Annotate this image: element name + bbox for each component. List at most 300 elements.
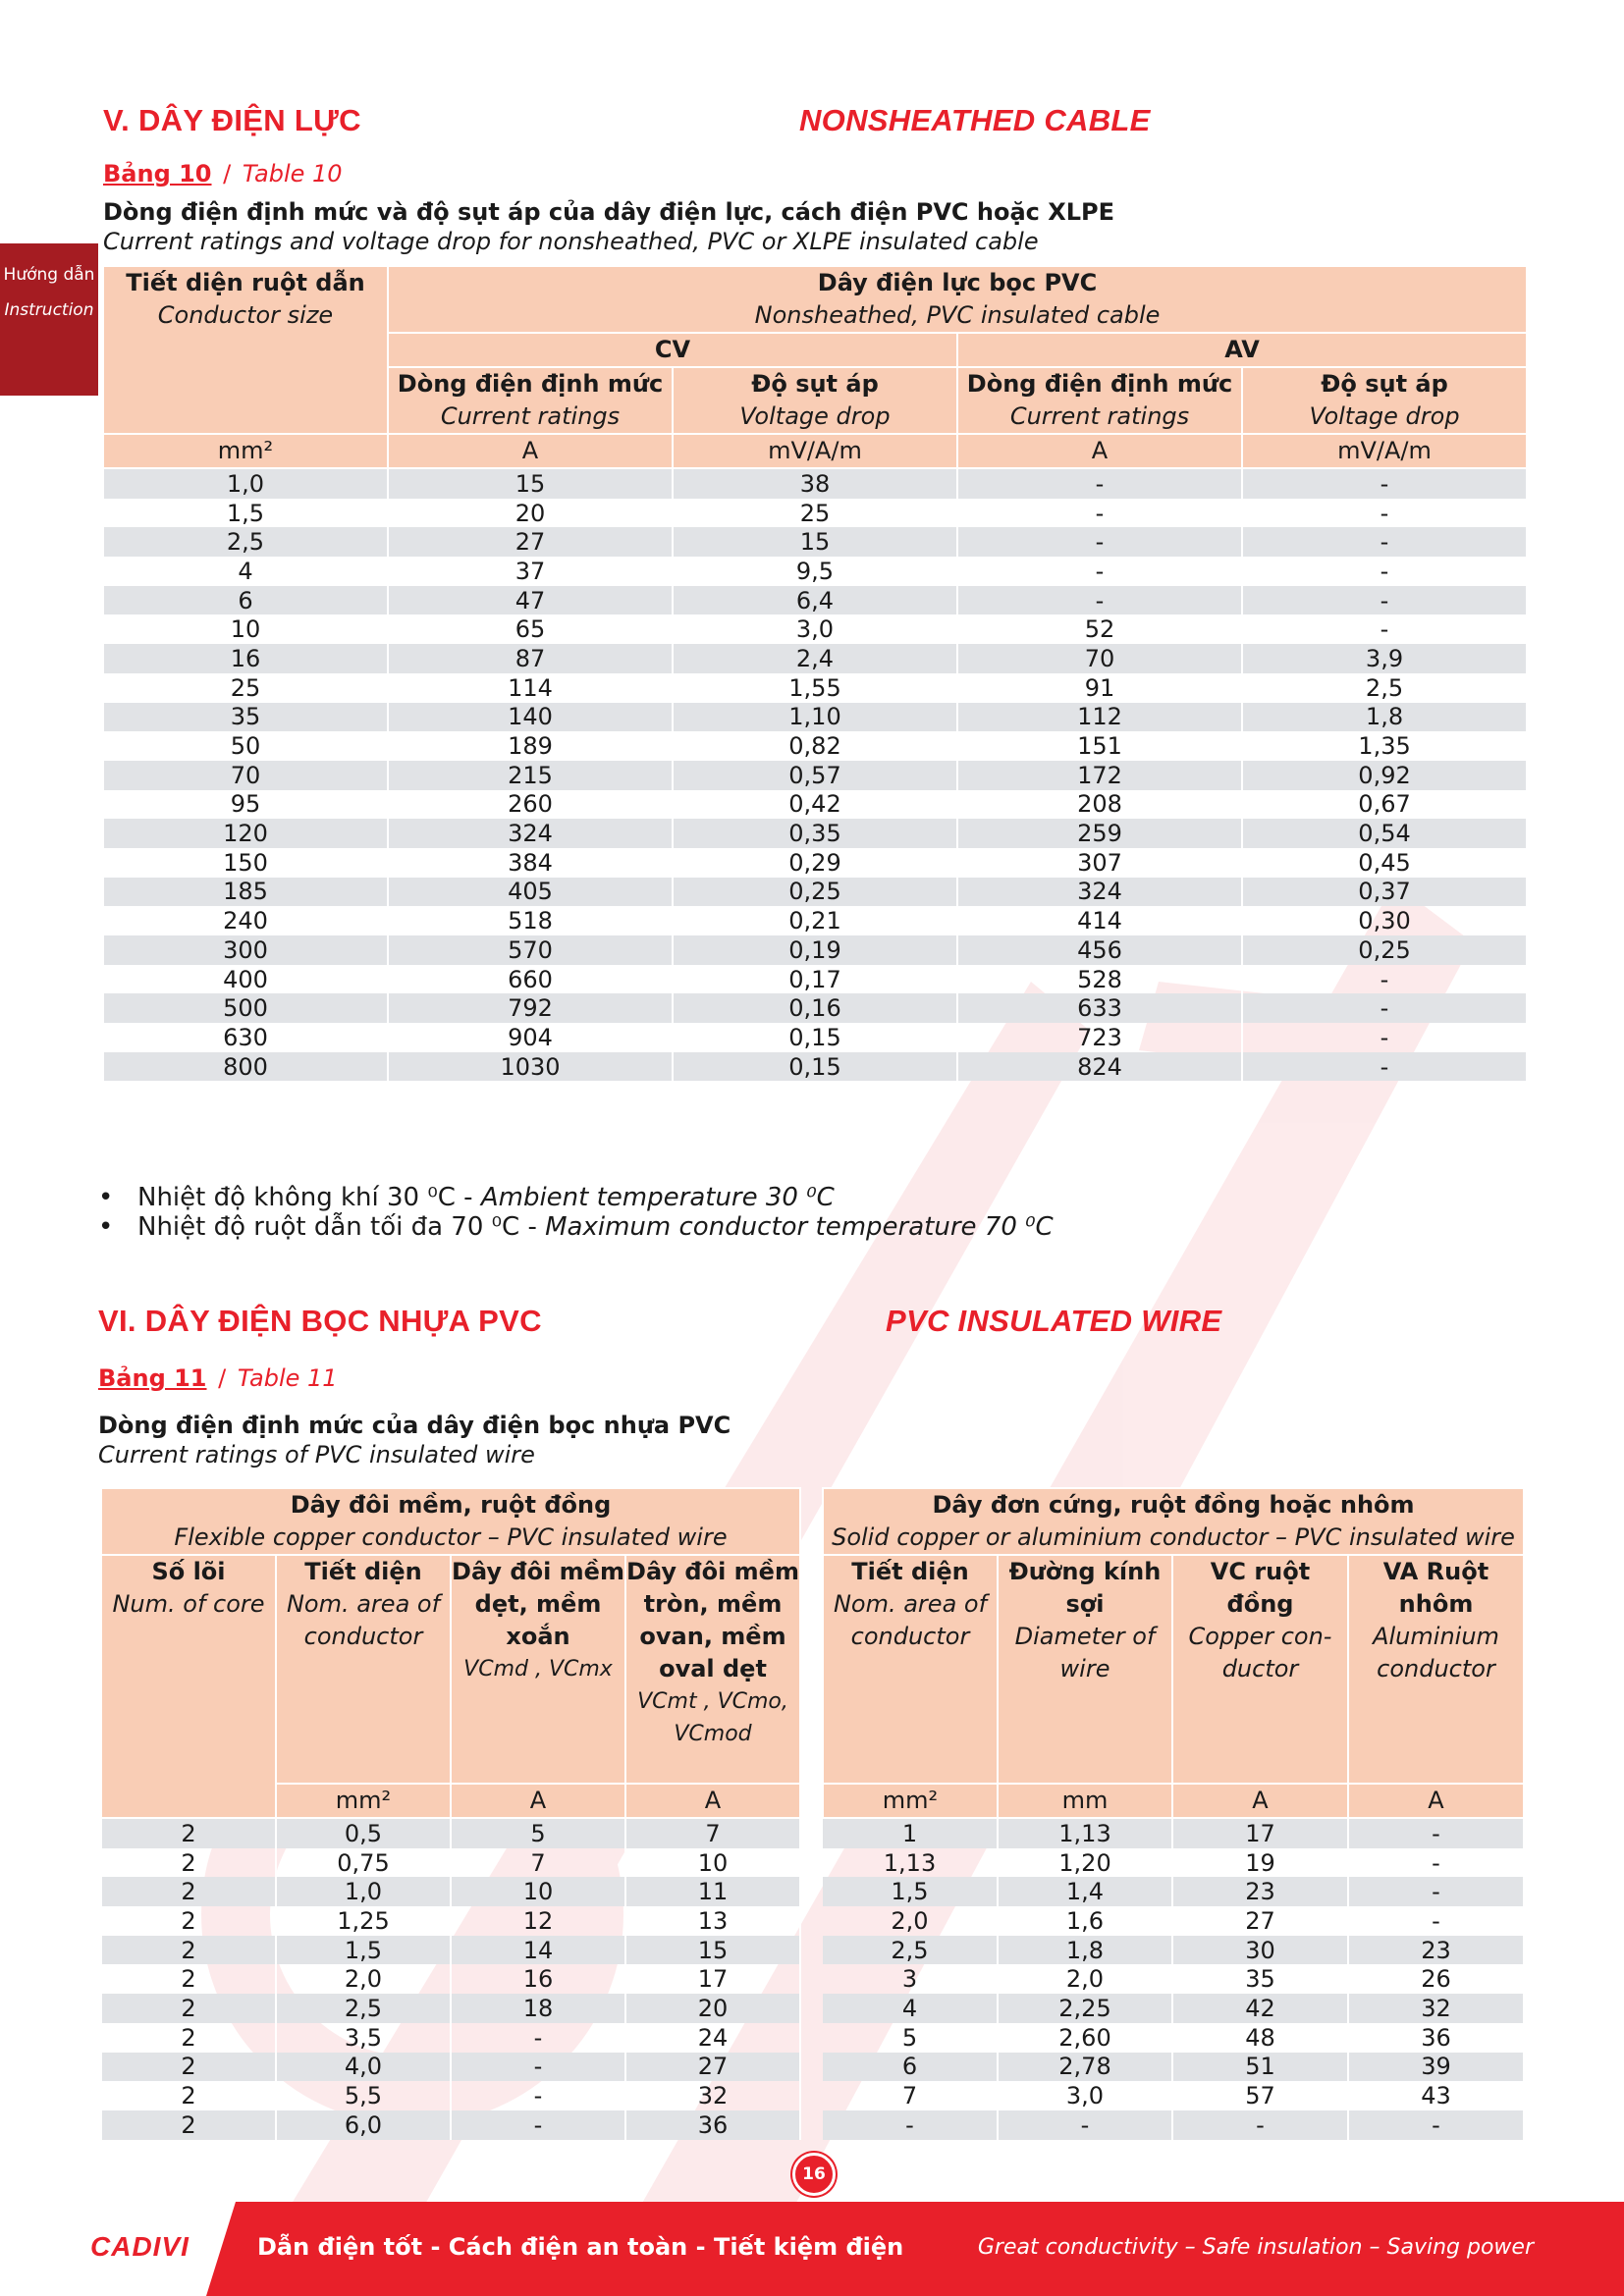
t11b-cell: 39 xyxy=(1348,2053,1524,2082)
table-row xyxy=(823,1906,1524,1936)
t11a-unit: A xyxy=(451,1784,625,1818)
table-row xyxy=(823,1936,1524,1965)
table11-label-en: Table 11 xyxy=(237,1364,338,1392)
note-vn: Nhiệt độ ruột dẫn tối đa 70 ⁰C - xyxy=(137,1212,546,1242)
table-row xyxy=(823,1994,1524,2023)
t11a-cell: - xyxy=(451,2053,625,2082)
t11b-cell: 3,0 xyxy=(998,2081,1172,2110)
side-tab-label-en: Instruction xyxy=(4,300,94,320)
t10-cell: 0,42 xyxy=(673,790,957,820)
t10-cell: 0,35 xyxy=(673,819,957,848)
t11a-cell: 27 xyxy=(625,2053,800,2082)
t10-cell: 172 xyxy=(957,761,1242,790)
t10-cell: 10 xyxy=(103,614,388,644)
t10-head-cv-rating xyxy=(388,367,673,434)
t10-head-drop-vn: Độ sụt áp xyxy=(1321,370,1448,398)
t10-cell: 660 xyxy=(388,965,673,994)
t11b-cell: 19 xyxy=(1172,1848,1348,1878)
t10-cell: 3,9 xyxy=(1242,644,1527,673)
t10-cell: 0,25 xyxy=(1242,935,1527,965)
t11a-cell: 16 xyxy=(451,1964,625,1994)
t11b-cell: 1,4 xyxy=(998,1877,1172,1906)
t10-cell: 120 xyxy=(103,819,388,848)
note-item xyxy=(98,1183,1054,1212)
table-row xyxy=(823,1964,1524,1994)
t10-cell: 0,16 xyxy=(673,993,957,1023)
t11b-unit: mm xyxy=(998,1784,1172,1818)
note-en: Maximum conductor temperature 70 ⁰C xyxy=(545,1212,1054,1242)
t10-cell: 0,37 xyxy=(1242,878,1527,907)
t10-cell: - xyxy=(1242,586,1527,615)
t11b-cell: 5 xyxy=(823,2023,998,2053)
t11b-cell: 30 xyxy=(1172,1936,1348,1965)
t10-head-rating-en: Current ratings xyxy=(1009,402,1190,430)
t10-cell: 189 xyxy=(388,731,673,761)
t11a-cell: 32 xyxy=(625,2081,800,2110)
t10-cell: 15 xyxy=(388,468,673,499)
t10-cell: 38 xyxy=(673,468,957,499)
t10-cell: 208 xyxy=(957,790,1242,820)
t10-cell: 324 xyxy=(957,878,1242,907)
t11a-cell: 3,5 xyxy=(276,2023,451,2053)
t10-cell: 20 xyxy=(388,499,673,528)
t11a-flat-en: VCmd , VCmx xyxy=(463,1657,613,1682)
t11b-cell: 27 xyxy=(1172,1906,1348,1936)
t11a-cell: 36 xyxy=(625,2110,800,2140)
t10-head-drop-en: Voltage drop xyxy=(1309,402,1460,430)
table-row xyxy=(823,1877,1524,1906)
t10-cell: 0,25 xyxy=(673,878,957,907)
table-row xyxy=(823,2081,1524,2110)
t11a-cell: 11 xyxy=(625,1877,800,1906)
t11b-cell: 48 xyxy=(1172,2023,1348,2053)
t11a-area-en: Nom. area of conductor xyxy=(286,1590,441,1650)
t10-cell: 6,4 xyxy=(673,586,957,615)
t10-unit: mV/A/m xyxy=(1242,434,1527,468)
t11a-cell: 0,5 xyxy=(276,1818,451,1848)
table-row xyxy=(823,1848,1524,1878)
table-row xyxy=(101,1964,800,1994)
t11a-core-en: Num. of core xyxy=(112,1590,265,1618)
t10-cell: 1,10 xyxy=(673,703,957,732)
t10-cell: 570 xyxy=(388,935,673,965)
t11a-cell: 5,5 xyxy=(276,2081,451,2110)
t11b-head-va xyxy=(1348,1555,1524,1784)
table-row xyxy=(103,790,1527,820)
t10-cell: 414 xyxy=(957,906,1242,935)
t10-cell: 2,4 xyxy=(673,644,957,673)
t10-cell: 2,5 xyxy=(1242,673,1527,703)
note-vn: Nhiệt độ không khí 30 ⁰C - xyxy=(137,1183,481,1212)
t11b-cell: 1,6 xyxy=(998,1906,1172,1936)
t11a-cell: 12 xyxy=(451,1906,625,1936)
page-number: 16 xyxy=(792,2153,836,2196)
table-row xyxy=(101,2081,800,2110)
t11b-cell: - xyxy=(1348,1906,1524,1936)
section6-title-en: PVC INSULATED WIRE xyxy=(886,1304,1222,1338)
t11b-area-vn: Tiết diện xyxy=(851,1558,969,1585)
table-row xyxy=(103,499,1527,528)
t10-cell: 0,54 xyxy=(1242,819,1527,848)
t11a-head-area xyxy=(276,1555,451,1784)
table-row xyxy=(823,2110,1524,2140)
t10-head-rating-en: Current ratings xyxy=(440,402,621,430)
t11b-cell: 42 xyxy=(1172,1994,1348,2023)
t10-head-group-en: Nonsheathed, PVC insulated cable xyxy=(754,301,1161,329)
t10-cell: 35 xyxy=(103,703,388,732)
table10-caption-en: Current ratings and voltage drop for nonsheathed, PVC or XLPE insulated cable xyxy=(103,228,1039,255)
t11a-cell: 2,0 xyxy=(276,1964,451,1994)
t10-cell: - xyxy=(1242,965,1527,994)
t11b-cell: 7 xyxy=(823,2081,998,2110)
t10-cell: - xyxy=(1242,1052,1527,1082)
t11a-cell: 1,0 xyxy=(276,1877,451,1906)
section5-title-en: NONSHEATHED CABLE xyxy=(799,103,1151,137)
table-row xyxy=(103,993,1527,1023)
t10-cell: 792 xyxy=(388,993,673,1023)
t10-cell: 95 xyxy=(103,790,388,820)
table-row xyxy=(103,878,1527,907)
t10-cell: 300 xyxy=(103,935,388,965)
t10-head-cv-label: CV xyxy=(654,336,691,363)
t11b-cell: 6 xyxy=(823,2053,998,2082)
table-row xyxy=(101,1848,800,1878)
table-row xyxy=(103,848,1527,878)
table-row xyxy=(823,2023,1524,2053)
t11b-head-area xyxy=(823,1555,998,1784)
t11b-cell: 17 xyxy=(1172,1818,1348,1848)
t10-head-conductor-en: Conductor size xyxy=(157,301,334,329)
t10-cell: 500 xyxy=(103,993,388,1023)
t10-cell: 2,5 xyxy=(103,527,388,557)
table-row xyxy=(103,527,1527,557)
t11b-cell: 26 xyxy=(1348,1964,1524,1994)
t11b-head-dia xyxy=(998,1555,1172,1784)
t11a-cell: 20 xyxy=(625,1994,800,2023)
t11b-cell: 1 xyxy=(823,1818,998,1848)
t11b-cell: 1,8 xyxy=(998,1936,1172,1965)
t11b-va-en: Aluminium conductor xyxy=(1373,1623,1499,1682)
t10-cell: - xyxy=(1242,527,1527,557)
slogan-vn: Dẫn điện tốt - Cách điện an toàn - Tiết kiệm điện xyxy=(257,2233,904,2261)
t10-head-group-vn: Dây điện lực bọc PVC xyxy=(817,269,1098,296)
t11b-cell: 1,13 xyxy=(823,1848,998,1878)
t10-cell: 400 xyxy=(103,965,388,994)
t10-head-rating-vn: Dòng điện định mức xyxy=(397,370,664,398)
t11a-cell: 1,5 xyxy=(276,1936,451,1965)
t10-cell: 259 xyxy=(957,819,1242,848)
t10-cell: 9,5 xyxy=(673,557,957,586)
t10-cell: 150 xyxy=(103,848,388,878)
t10-head-av-drop xyxy=(1242,367,1527,434)
t11b-cell: 51 xyxy=(1172,2053,1348,2082)
t11b-cell: 23 xyxy=(1348,1936,1524,1965)
notes-list xyxy=(98,1183,1054,1242)
t10-head-rating-vn: Dòng điện định mức xyxy=(966,370,1233,398)
t10-cell: 65 xyxy=(388,614,673,644)
t10-cell: 91 xyxy=(957,673,1242,703)
t10-cell: 0,17 xyxy=(673,965,957,994)
t11b-va-vn: VA Ruột nhôm xyxy=(1382,1558,1489,1618)
t10-cell: 1030 xyxy=(388,1052,673,1082)
t10-cell: 1,5 xyxy=(103,499,388,528)
t11a-cell: 14 xyxy=(451,1936,625,1965)
t11b-cell: - xyxy=(823,2110,998,2140)
t10-cell: - xyxy=(1242,614,1527,644)
table11-label-vn: Bảng 11 xyxy=(98,1364,207,1392)
section5-title-vn: V. DÂY ĐIỆN LỰC xyxy=(103,103,361,137)
t11a-group-vn: Dây đôi mềm, ruột đồng xyxy=(290,1491,612,1519)
t11a-cell: 2 xyxy=(101,2110,276,2140)
t11b-cell: - xyxy=(1348,1848,1524,1878)
t11a-cell: 2 xyxy=(101,1964,276,1994)
t11b-cell: 36 xyxy=(1348,2023,1524,2053)
t11a-cell: 7 xyxy=(451,1848,625,1878)
t11a-cell: 7 xyxy=(625,1818,800,1848)
table-row xyxy=(103,906,1527,935)
t10-cell: - xyxy=(957,499,1242,528)
table10-label-sep: / xyxy=(223,160,232,187)
table-row xyxy=(101,2110,800,2140)
table-row xyxy=(103,761,1527,790)
t10-cell: 518 xyxy=(388,906,673,935)
t10-cell: 25 xyxy=(103,673,388,703)
t11b-cell: 32 xyxy=(1348,1994,1524,2023)
t11b-group-vn: Dây đơn cứng, ruột đồng hoặc nhôm xyxy=(932,1491,1415,1519)
t11a-cell: 2 xyxy=(101,1936,276,1965)
t11a-cell: 24 xyxy=(625,2023,800,2053)
t11b-cell: 2,78 xyxy=(998,2053,1172,2082)
t11b-cell: 2,0 xyxy=(998,1964,1172,1994)
t10-cell: 15 xyxy=(673,527,957,557)
table10-label-vn: Bảng 10 xyxy=(103,160,212,187)
t10-cell: 384 xyxy=(388,848,673,878)
t11b-cell: - xyxy=(1348,1877,1524,1906)
t11a-cell: - xyxy=(451,2081,625,2110)
t11b-cell: 3 xyxy=(823,1964,998,1994)
table-row xyxy=(103,468,1527,499)
t11a-cell: 2 xyxy=(101,1818,276,1848)
t10-head-group xyxy=(388,266,1527,333)
t10-cell: 0,45 xyxy=(1242,848,1527,878)
t11b-cell: 2,25 xyxy=(998,1994,1172,2023)
t11a-cell: 2 xyxy=(101,2023,276,2053)
t11a-cell: - xyxy=(451,2110,625,2140)
table-row xyxy=(103,935,1527,965)
table-row xyxy=(103,1023,1527,1052)
t11a-cell: 5 xyxy=(451,1818,625,1848)
t10-cell: 405 xyxy=(388,878,673,907)
table-row xyxy=(101,1994,800,2023)
t11a-head-flat xyxy=(451,1555,625,1784)
t11a-cell: 6,0 xyxy=(276,2110,451,2140)
t10-cell: 1,55 xyxy=(673,673,957,703)
t10-head-cv-drop xyxy=(673,367,957,434)
t11a-cell: 13 xyxy=(625,1906,800,1936)
table-row xyxy=(103,614,1527,644)
t10-cell: 215 xyxy=(388,761,673,790)
t10-unit: A xyxy=(388,434,673,468)
table-row xyxy=(823,2053,1524,2082)
t11a-cell: 2 xyxy=(101,2081,276,2110)
t10-cell: - xyxy=(1242,468,1527,499)
t10-cell: 0,82 xyxy=(673,731,957,761)
t10-cell: 307 xyxy=(957,848,1242,878)
t10-cell: 16 xyxy=(103,644,388,673)
t10-cell: 1,0 xyxy=(103,468,388,499)
t11b-vc-vn: VC ruột đồng xyxy=(1210,1558,1311,1618)
slogan-en: Great conductivity – Safe insulation – Saving power xyxy=(977,2235,1534,2260)
t10-cell: 70 xyxy=(103,761,388,790)
table-row xyxy=(823,1818,1524,1848)
t10-head-av-label: AV xyxy=(1224,336,1260,363)
table10-body xyxy=(103,468,1527,1081)
t10-cell: 528 xyxy=(957,965,1242,994)
t11a-head-round xyxy=(625,1555,800,1784)
t10-cell: 1,35 xyxy=(1242,731,1527,761)
t10-head-drop-en: Voltage drop xyxy=(739,402,891,430)
t10-cell: 140 xyxy=(388,703,673,732)
t11b-cell: - xyxy=(998,2110,1172,2140)
table10-label-en: Table 10 xyxy=(242,160,343,187)
table10-caption-vn: Dòng điện định mức và độ sụt áp của dây điện lực, cách điện PVC hoặc XLPE xyxy=(103,198,1115,226)
t11a-unit: mm² xyxy=(276,1784,451,1818)
t10-cell: - xyxy=(957,527,1242,557)
t10-cell: 151 xyxy=(957,731,1242,761)
t10-cell: 0,15 xyxy=(673,1023,957,1052)
t11b-unit: mm² xyxy=(823,1784,998,1818)
t10-cell: 1,8 xyxy=(1242,703,1527,732)
t10-cell: 240 xyxy=(103,906,388,935)
t10-cell: 0,30 xyxy=(1242,906,1527,935)
t11b-cell: - xyxy=(1172,2110,1348,2140)
t10-cell: 723 xyxy=(957,1023,1242,1052)
t10-cell: 70 xyxy=(957,644,1242,673)
t11a-cell: 2 xyxy=(101,1848,276,1878)
t11b-cell: 23 xyxy=(1172,1877,1348,1906)
t10-cell: 630 xyxy=(103,1023,388,1052)
t10-head-conductor xyxy=(103,266,388,434)
t10-cell: - xyxy=(1242,993,1527,1023)
side-tab-instruction[interactable] xyxy=(0,243,98,396)
t10-unit: A xyxy=(957,434,1242,468)
t11a-cell: 15 xyxy=(625,1936,800,1965)
t11a-head-core xyxy=(101,1555,276,1818)
t11b-cell: 1,20 xyxy=(998,1848,1172,1878)
footer xyxy=(0,2202,1624,2296)
t10-cell: 112 xyxy=(957,703,1242,732)
note-item xyxy=(98,1212,1054,1242)
t10-cell: 6 xyxy=(103,586,388,615)
t10-cell: - xyxy=(1242,499,1527,528)
table11-label xyxy=(98,1364,338,1392)
t11b-dia-en: Diameter of wire xyxy=(1014,1623,1156,1682)
t11b-cell: 4 xyxy=(823,1994,998,2023)
table-row xyxy=(103,644,1527,673)
t10-cell: 260 xyxy=(388,790,673,820)
t11a-cell: 1,25 xyxy=(276,1906,451,1936)
t11a-cell: 2 xyxy=(101,1994,276,2023)
t10-head-conductor-vn: Tiết diện ruột dẫn xyxy=(126,269,365,296)
table-row xyxy=(103,965,1527,994)
table11-solid xyxy=(822,1487,1525,2140)
table11-caption-en: Current ratings of PVC insulated wire xyxy=(98,1441,535,1468)
table-row xyxy=(103,703,1527,732)
t10-cell: 27 xyxy=(388,527,673,557)
table11-flexible-body xyxy=(101,1818,800,2140)
table11-caption xyxy=(98,1411,731,1469)
t10-unit: mV/A/m xyxy=(673,434,957,468)
table11-caption-vn: Dòng điện định mức của dây điện bọc nhựa PVC xyxy=(98,1412,731,1439)
t11b-cell: - xyxy=(1348,2110,1524,2140)
t11b-cell: - xyxy=(1348,1818,1524,1848)
table-row xyxy=(103,673,1527,703)
t11a-core-vn: Số lõi xyxy=(151,1558,226,1585)
t10-cell: 0,19 xyxy=(673,935,957,965)
t10-cell: 0,15 xyxy=(673,1052,957,1082)
t10-head-drop-vn: Độ sụt áp xyxy=(751,370,879,398)
table-row xyxy=(101,1906,800,1936)
t11a-cell: 10 xyxy=(625,1848,800,1878)
t11a-cell: - xyxy=(451,2023,625,2053)
table10 xyxy=(102,265,1528,1081)
t11b-cell: 1,13 xyxy=(998,1818,1172,1848)
t11b-unit: A xyxy=(1348,1784,1524,1818)
t10-cell: 0,67 xyxy=(1242,790,1527,820)
t11b-vc-en: Copper con-ductor xyxy=(1188,1623,1332,1682)
t10-cell: 114 xyxy=(388,673,673,703)
t11a-cell: 4,0 xyxy=(276,2053,451,2082)
t11a-area-vn: Tiết diện xyxy=(304,1558,422,1585)
t11b-cell: 2,5 xyxy=(823,1936,998,1965)
t11a-cell: 17 xyxy=(625,1964,800,1994)
table-row xyxy=(101,1818,800,1848)
t10-cell: - xyxy=(957,586,1242,615)
t11a-cell: 2,5 xyxy=(276,1994,451,2023)
t10-cell: - xyxy=(957,468,1242,499)
t11a-cell: 2 xyxy=(101,1906,276,1936)
table11-solid-body xyxy=(823,1818,1524,2140)
section6-title-vn: VI. DÂY ĐIỆN BỌC NHỰA PVC xyxy=(98,1304,542,1338)
t11b-cell: 1,5 xyxy=(823,1877,998,1906)
t10-cell: 324 xyxy=(388,819,673,848)
t10-cell: 0,57 xyxy=(673,761,957,790)
t11a-cell: 0,75 xyxy=(276,1848,451,1878)
t11b-unit: A xyxy=(1172,1784,1348,1818)
t11b-group-en: Solid copper or aluminium conductor – PVC insulated wire xyxy=(832,1523,1515,1551)
t10-cell: 185 xyxy=(103,878,388,907)
t10-cell: 456 xyxy=(957,935,1242,965)
t11a-group-en: Flexible copper conductor – PVC insulated wire xyxy=(174,1523,728,1551)
t11b-cell: 2,0 xyxy=(823,1906,998,1936)
t11b-area-en: Nom. area of conductor xyxy=(833,1590,988,1650)
t10-cell: 47 xyxy=(388,586,673,615)
table11-flexible xyxy=(100,1487,801,2140)
t11a-flat-vn: Dây đôi mềm dẹt, mềm xoắn xyxy=(452,1558,624,1650)
t11b-head-vc xyxy=(1172,1555,1348,1784)
t11a-cell: 2 xyxy=(101,1877,276,1906)
t10-cell: - xyxy=(957,557,1242,586)
t11b-dia-vn: Đường kính sợi xyxy=(1008,1558,1162,1618)
t10-cell: 52 xyxy=(957,614,1242,644)
t11b-cell: 35 xyxy=(1172,1964,1348,1994)
note-en: Ambient temperature 30 ⁰C xyxy=(480,1183,835,1212)
brand-logo: CADIVI xyxy=(90,2231,189,2262)
t11b-head-group xyxy=(823,1488,1524,1555)
t11a-head-group xyxy=(101,1488,800,1555)
t11b-cell: 57 xyxy=(1172,2081,1348,2110)
table-row xyxy=(103,586,1527,615)
